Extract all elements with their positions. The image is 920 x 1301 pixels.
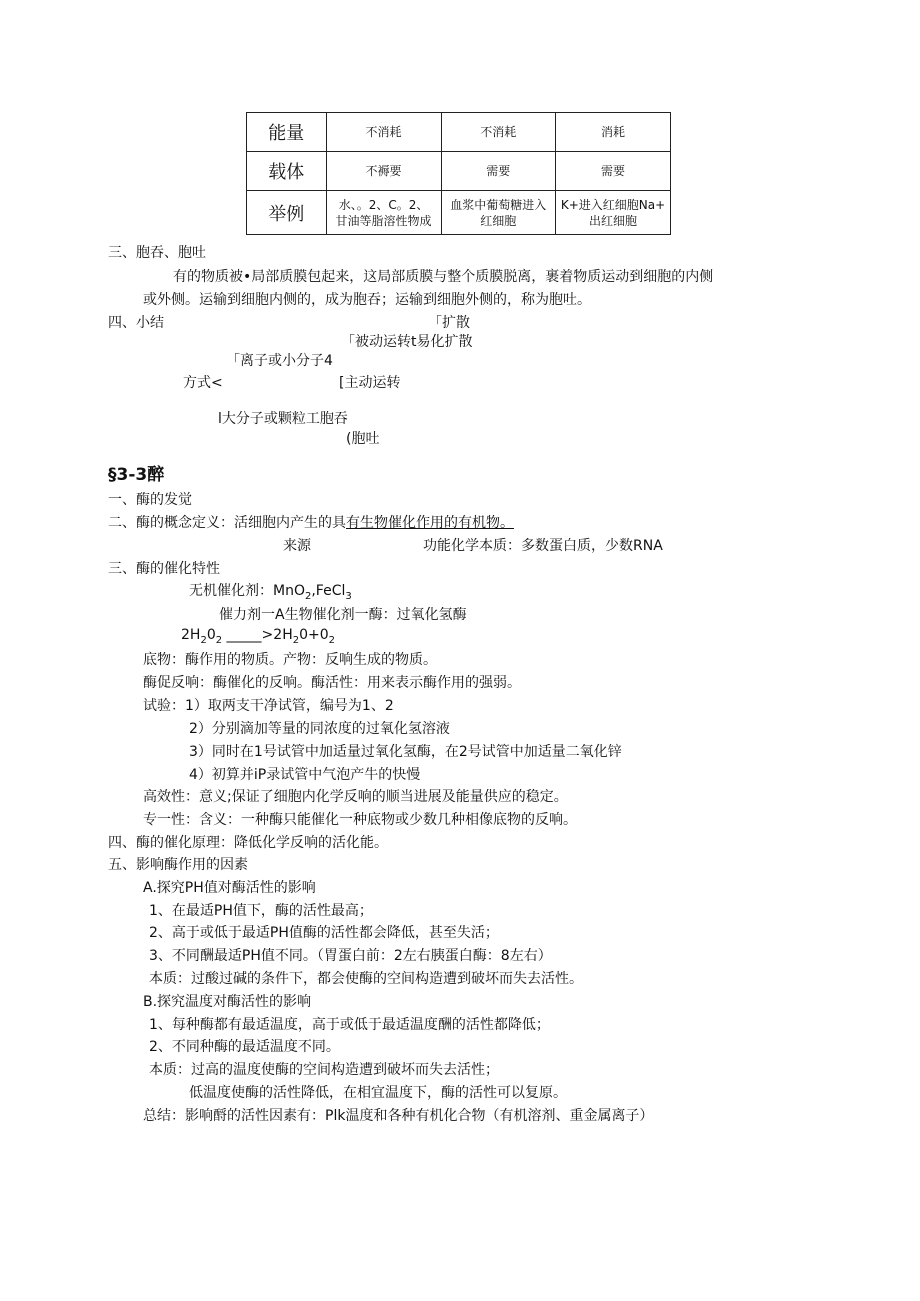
text: _____>2H — [222, 627, 293, 643]
text-line: 本质：过酸过碱的条件下，都会使酶的空间构造遭到破坏而失去活性。 — [149, 971, 583, 987]
table-row-example — [247, 191, 671, 235]
text: 0+0 — [299, 627, 329, 643]
text-line: 3）同时在1号试管中加适量过氧化氢酶，在2号试管中加适量二氧化锌 — [189, 744, 622, 760]
row-header: 载体 — [247, 152, 327, 191]
text-line: 1、在最适PH值下，酶的活性最高； — [149, 903, 373, 919]
subsection-heading: B.探究温度对酶活性的影响 — [143, 994, 312, 1010]
subscript: 3 — [345, 590, 352, 602]
section-heading: 三、胞吞、胞吐 — [108, 245, 206, 261]
text-line: 高效性：意义;保证了细胞内化学反响的顺当进展及能量供应的稳定。 — [143, 789, 568, 805]
table-cell: 不消耗 — [441, 113, 556, 152]
table-cell: 需要 — [556, 152, 671, 191]
text-line: 3、不同酬最适PH值不同。（胃蛋白前：2左右胰蛋白酶：8左右） — [149, 948, 552, 964]
subscript: 2 — [200, 634, 207, 646]
text-line: 4）初算并iP录试管中气泡产牛的快慢 — [189, 767, 421, 783]
diagram-text: 方式< — [183, 375, 223, 391]
row-header: 举例 — [247, 191, 327, 235]
underlined-text: 有生物催化作用的有机物。 — [346, 515, 514, 531]
text: 二、酶的概念定义：活细胞内产生的具 — [108, 515, 346, 531]
subsection-heading: A.探究PH值对酶活性的影响 — [143, 880, 316, 896]
diagram-text: (胞吐 — [346, 431, 380, 447]
text: ,FeCl — [311, 583, 346, 599]
section-heading: 五、影响酶作用的因素 — [108, 857, 248, 873]
cell-line: 血浆中葡萄糖进入 — [450, 197, 547, 212]
section-heading: 四、酶的催化原理：降低化学反响的活化能。 — [108, 835, 388, 851]
text-line: 底物：酶作用的物质。产物：反响生成的物质。 — [143, 652, 437, 668]
subscript: 2 — [215, 634, 223, 646]
text-line: 2）分别滴加等量的同浓度的过氧化氢溶液 — [189, 721, 450, 737]
table-cell: 不褥要 — [326, 152, 441, 191]
text-line — [189, 580, 352, 602]
cell-line: K+进入红细胞Na+ — [560, 197, 666, 212]
text-line: 专一性：含义：一种酶只能催化一种底物或少数几种相像底物的反响。 — [143, 812, 577, 828]
table-row-energy — [247, 113, 671, 152]
subscript: 2 — [304, 590, 312, 602]
diagram-text: [主动运转 — [339, 375, 401, 391]
table-cell — [441, 191, 556, 235]
transport-comparison-table — [246, 112, 671, 235]
table-cell — [326, 191, 441, 235]
table-cell — [556, 191, 671, 235]
table-row-carrier — [247, 152, 671, 191]
text: 2H — [181, 627, 201, 643]
text-line: 来源 — [283, 538, 311, 554]
chapter-title: §3-3醉 — [108, 465, 165, 485]
diagram-text: 「扩散 — [428, 315, 470, 331]
table-cell: 需要 — [441, 152, 556, 191]
text-line: 催力剂一A生物催化剂一酶：过氧化氢酶 — [219, 607, 467, 623]
text-line: 本质：过高的温度使酶的空间构造遭到破坏而失去活性； — [149, 1062, 499, 1078]
text-line: 1、每种酶都有最适温度，高于或低于最适温度酬的活性都降低； — [149, 1017, 550, 1033]
equation-line — [181, 627, 335, 646]
row-header: 能量 — [247, 113, 327, 152]
text: 0 — [206, 627, 216, 643]
text-line: 试验：1）取两支干净试管，编号为1、2 — [143, 698, 394, 714]
text-line: 2、高于或低于最适PH值酶的活性都会降低，甚至失活； — [149, 925, 499, 941]
cell-line: 水、。2、C。2、 — [338, 197, 429, 212]
text-line: 2、不同种酶的最适温度不同。 — [149, 1039, 340, 1055]
section-heading: 一、酶的发觉 — [108, 492, 192, 508]
text-line: 酶促反响：酶催化的反响。酶活性：用来表示酶作用的强弱。 — [143, 675, 521, 691]
subscript: 2 — [328, 634, 336, 646]
section-heading: 三、酶的催化特性 — [108, 561, 220, 577]
diagram-text: l大分子或颗粒工胞吞 — [218, 411, 348, 427]
table-cell: 不消耗 — [326, 113, 441, 152]
cell-line: 红细胞 — [480, 213, 517, 228]
paragraph-line: 有的物质被•局部质膜包起来，这局部质膜与整个质膜脱离，裹着物质运动到细胞的内侧 — [173, 269, 714, 285]
diagram-text: 「离子或小分子4 — [226, 353, 333, 369]
definition-line — [108, 512, 514, 532]
paragraph-line: 或外侧。运输到细胞内侧的，成为胞吞；运输到细胞外侧的，称为胞吐。 — [143, 292, 591, 308]
text-line: 低温度使酶的活性降低，在相宜温度下，酶的活性可以复原。 — [189, 1085, 567, 1101]
text-line: 功能化学本质：多数蛋白质，少数RNA — [423, 538, 663, 554]
cell-line: 出红细胞 — [589, 213, 638, 228]
cell-line: 甘油等脂溶性物成 — [335, 213, 432, 228]
text-line: 总结：影响酹的活性因素有：Plk温度和各种有机化合物（有机溶剂、重金属离子） — [143, 1108, 654, 1124]
text: 无机催化剂：MnO — [189, 583, 305, 599]
subscript: 2 — [292, 634, 300, 646]
section-heading: 四、小结 — [108, 315, 164, 331]
diagram-text: 「被动运转t易化扩散 — [341, 334, 473, 350]
table-cell: 消耗 — [556, 113, 671, 152]
